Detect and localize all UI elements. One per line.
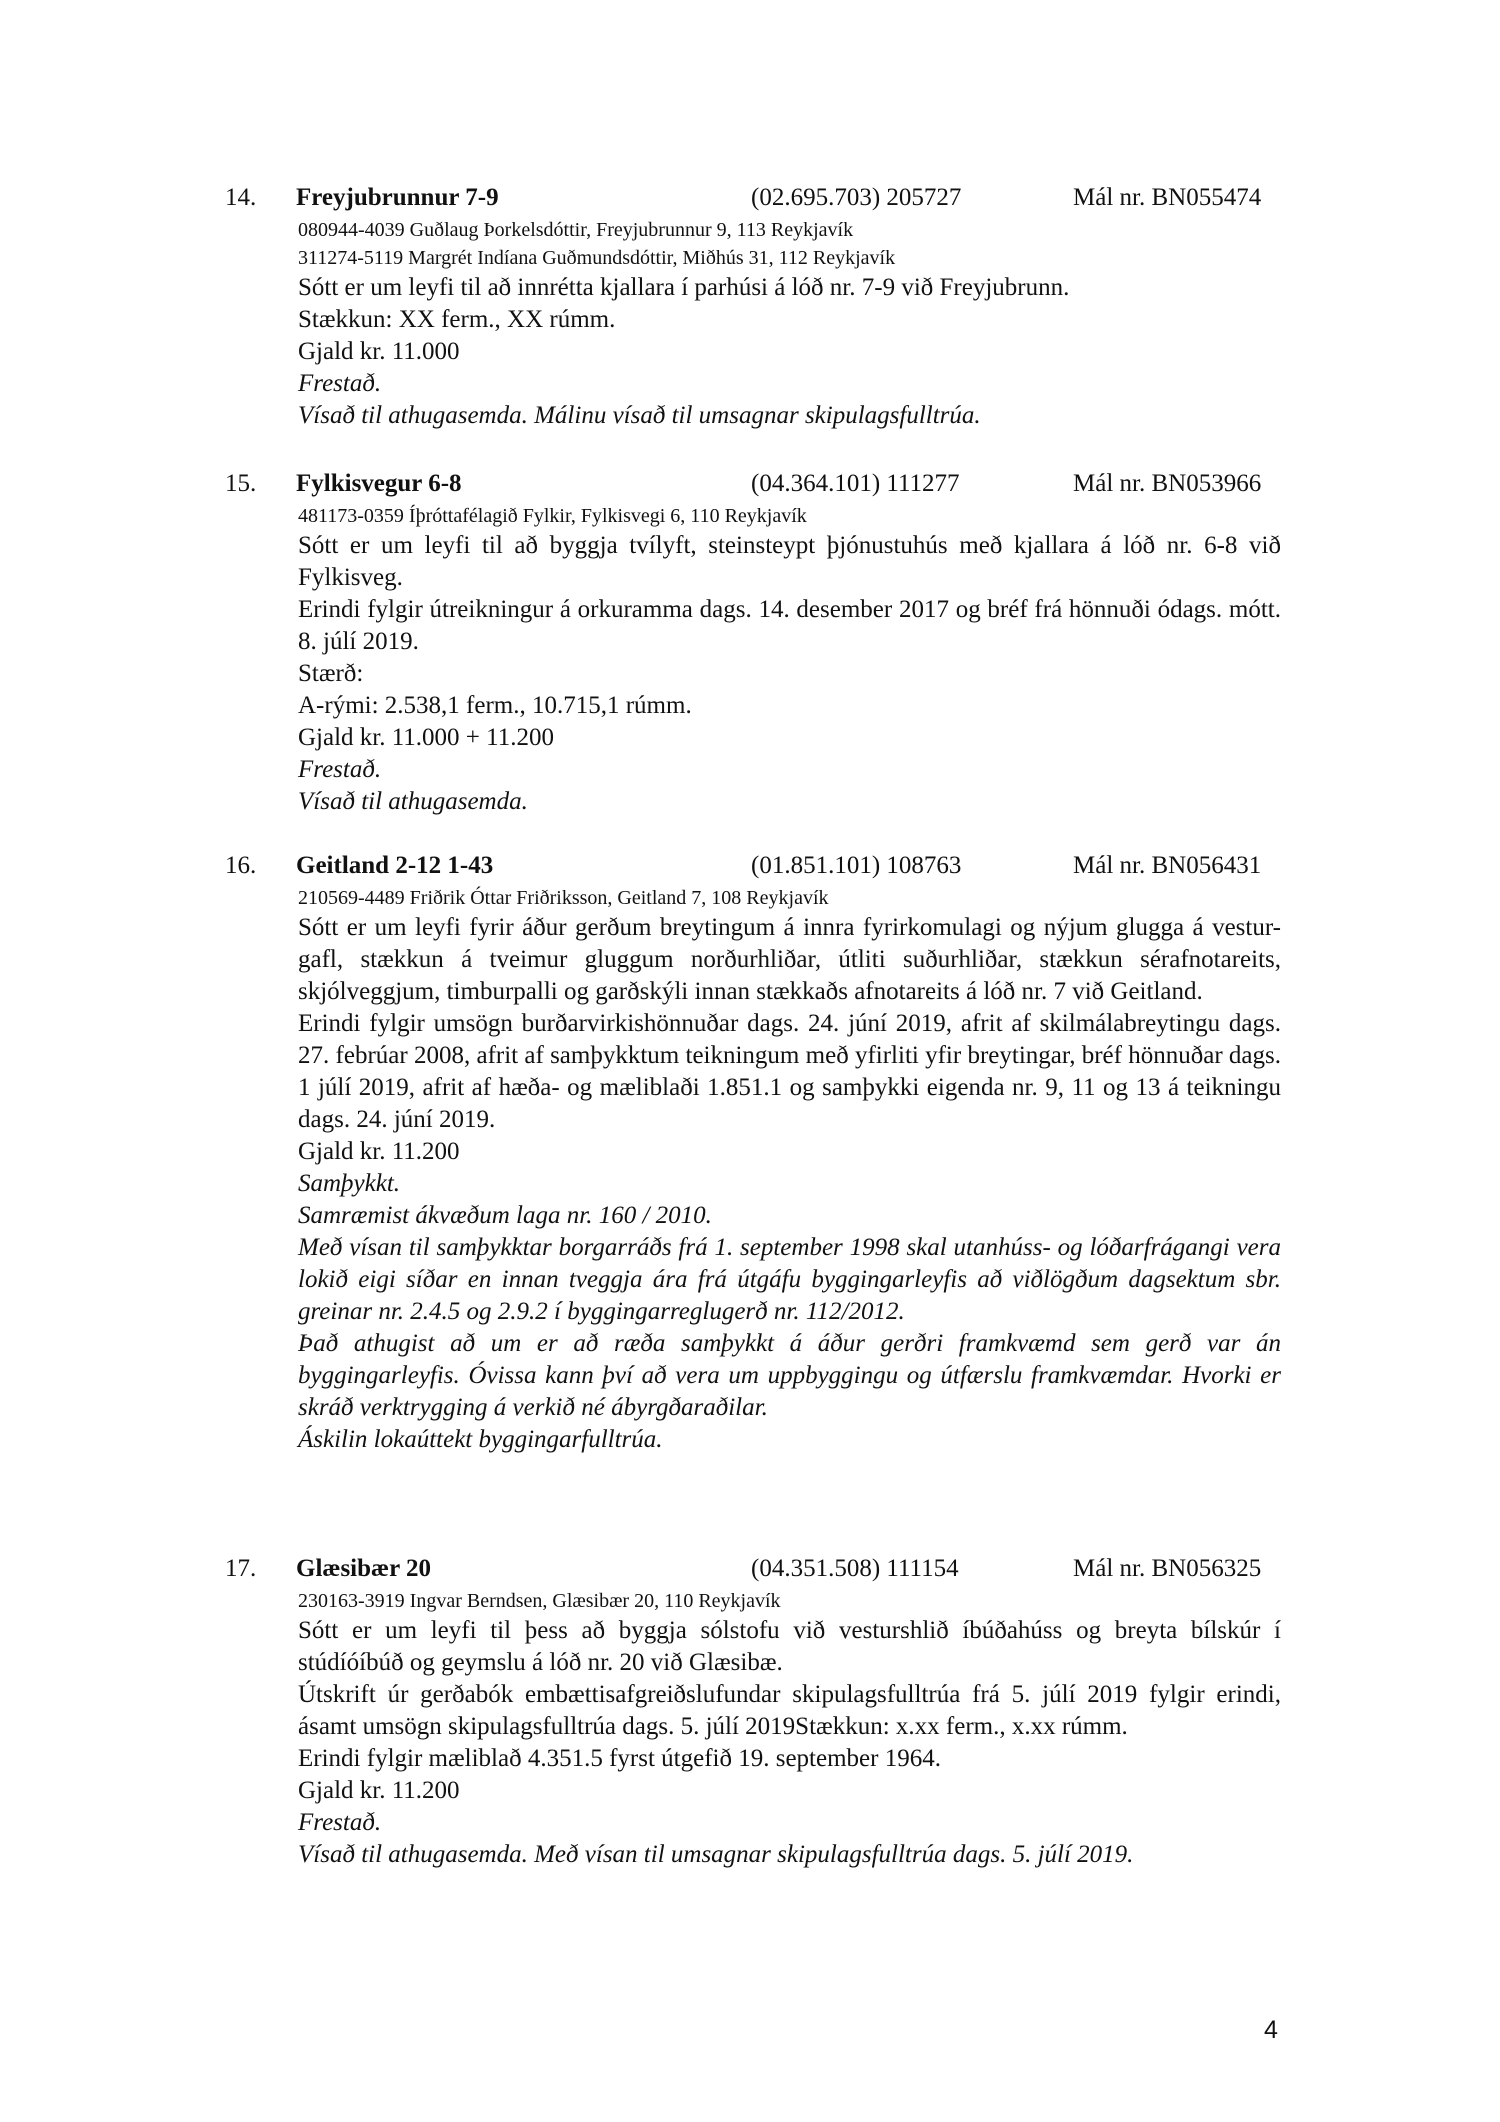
entry-reference: (02.695.703) 205727	[751, 184, 962, 211]
description: Sótt er um leyfi til þess að byggja sólstofu við vesturshlið íbúðahúss og breyta bílskúr í stúdíóíbúð og geymslu á lóð nr. 20 við Glæsibæ.	[298, 1617, 1281, 1676]
size: A-rými: 2.538,1 ferm., 10.715,1 rúmm.	[298, 692, 692, 719]
applicant: 230163-3919 Ingvar Berndsen, Glæsibær 20, 110 Reykjavík	[298, 1590, 781, 1612]
attachments-2: Erindi fylgir mæliblað 4.351.5 fyrst útgefið 19. september 1964.	[298, 1745, 941, 1772]
entry-reference: (04.351.508) 111154	[751, 1555, 959, 1582]
decision: Frestað.	[298, 1809, 382, 1836]
entry-number: 17.	[225, 1555, 257, 1582]
entry-16	[0, 852, 1500, 1456]
entry-header	[0, 184, 1500, 216]
entry-14	[0, 184, 1500, 432]
applicant: 210569-4489 Friðrik Óttar Friðriksson, Geitland 7, 108 Reykjavík	[298, 887, 829, 909]
condition: Með vísan til samþykktar borgarráðs frá 1. september 1998 skal utanhúss- og lóðarfrágangi vera lokið eigi síðar en innan tveggja ára frá útgáfu byggingarleyfis að viðlögðum dagsektum sbr. greinar nr. 2.4.5 og 2.9.2 í byggingarreglugerð nr. 112/2012.	[298, 1234, 1281, 1325]
attachments: Erindi fylgir útreikningur á orkuramma dags. 14. desember 2017 og bréf frá hönnuði ódags. mótt. 8. júlí 2019.	[298, 596, 1281, 655]
decision: Frestað.	[298, 756, 382, 783]
description: Sótt er um leyfi til að byggja tvílyft, steinsteypt þjónustuhús með kjallara á lóð nr. 6-8 við Fylkisveg.	[298, 532, 1281, 591]
decision: Samþykkt.	[298, 1170, 401, 1197]
note: Vísað til athugasemda. Málinu vísað til umsagnar skipulagsfulltrúa.	[298, 402, 981, 429]
entry-header	[0, 470, 1500, 502]
law-reference: Samræmist ákvæðum laga nr. 160 / 2010.	[298, 1202, 712, 1229]
entry-case-number: Mál nr. BN056325	[1073, 1555, 1262, 1582]
size: Stækkun: XX ferm., XX rúmm.	[298, 306, 616, 333]
entry-address: Geitland 2-12 1-43	[296, 852, 494, 879]
entry-case-number: Mál nr. BN056431	[1073, 852, 1262, 879]
note: Vísað til athugasemda.	[298, 788, 528, 815]
entry-number: 16.	[225, 852, 257, 879]
description: Sótt er um leyfi til að innrétta kjallara í parhúsi á lóð nr. 7-9 við Freyjubrunn.	[298, 274, 1070, 301]
warning: Það athugist að um er að ræða samþykkt á áður gerðri framkvæmd sem gerð var án byggingarleyfis. Óvissa kann því að vera um uppbyggingu og útfærslu framkvæmdar. Hvorki er skráð verktrygging á verkið né ábyrgðaraðilar.	[298, 1330, 1281, 1421]
applicant: 481173-0359 Íþróttafélagið Fylkir, Fylkisvegi 6, 110 Reykjavík	[298, 505, 807, 527]
entry-case-number: Mál nr. BN055474	[1073, 184, 1262, 211]
entry-number: 14.	[225, 184, 257, 211]
fee: Gjald kr. 11.200	[298, 1777, 460, 1804]
entry-17	[0, 1555, 1500, 1871]
entry-15	[0, 470, 1500, 818]
entry-address: Glæsibær 20	[296, 1555, 431, 1582]
attachments: Erindi fylgir umsögn burðarvirkishönnuðar dags. 24. júní 2019, afrit af skilmálabreytingu dags. 27. febrúar 2008, afrit af samþykktum teikningum með yfirliti yfir breytingar, bréf hönnuðar dags. 1 júlí 2019, afrit af hæða- og mæliblaði 1.851.1 og samþykki eigenda nr. 9, 11 og 13 á teikningu dags. 24. júní 2019.	[298, 1010, 1281, 1133]
description: Sótt er um leyfi fyrir áður gerðum breytingum á innra fyrirkomulagi og nýjum glugga á vestur-gafl, stækkun á tveimur gluggum norðurhliðar, útliti suðurhliðar, stækkun sérafnotareits, skjólveggjum, timburpalli og garðskýli innan stækkaðs afnotareits á lóð nr. 7 við Geitland.	[298, 914, 1281, 1005]
fee: Gjald kr. 11.000	[298, 338, 460, 365]
entry-address: Fylkisvegur 6-8	[296, 470, 462, 497]
page-number: 4	[1264, 2016, 1278, 2044]
decision: Frestað.	[298, 370, 382, 397]
attachments: Útskrift úr gerðabók embættisafgreiðslufundar skipulagsfulltrúa frá 5. júlí 2019 fylgir erindi, ásamt umsögn skipulagsfulltrúa dags. 5. júlí 2019Stækkun: x.xx ferm., x.xx rúmm.	[298, 1681, 1281, 1740]
entry-reference: (04.364.101) 111277	[751, 470, 960, 497]
entry-case-number: Mál nr. BN053966	[1073, 470, 1262, 497]
note: Vísað til athugasemda. Með vísan til umsagnar skipulagsfulltrúa dags. 5. júlí 2019.	[298, 1841, 1134, 1868]
final-inspection: Áskilin lokaúttekt byggingarfulltrúa.	[298, 1426, 663, 1453]
applicant: 080944-4039 Guðlaug Þorkelsdóttir, Freyjubrunnur 9, 113 Reykjavík	[298, 219, 854, 241]
entry-header	[0, 1555, 1500, 1587]
entry-header	[0, 852, 1500, 884]
entry-number: 15.	[225, 470, 257, 497]
fee: Gjald kr. 11.200	[298, 1138, 460, 1165]
entry-address: Freyjubrunnur 7-9	[296, 184, 499, 211]
applicant: 311274-5119 Margrét Indíana Guðmundsdóttir, Miðhús 31, 112 Reykjavík	[298, 247, 896, 269]
size-label: Stærð:	[298, 660, 364, 687]
entry-reference: (01.851.101) 108763	[751, 852, 962, 879]
fee: Gjald kr. 11.000 + 11.200	[298, 724, 554, 751]
